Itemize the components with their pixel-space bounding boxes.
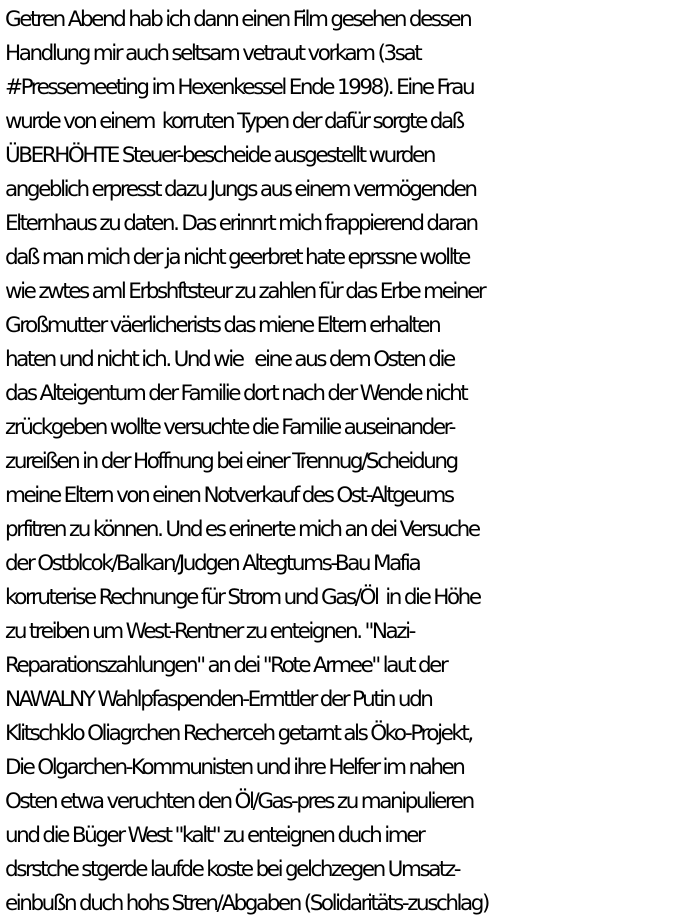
document-text bbox=[5, 3, 684, 921]
text-line-19: zu treiben um West-Rentner zu enteignen. "Nazi- bbox=[5, 619, 414, 644]
text-line-2: Handlung mir auch seltsam vetraut vorkam (3sat bbox=[5, 41, 421, 66]
text-line-23: Die Olgarchen-Kommunisten und ihre Helfer im nahen bbox=[5, 755, 464, 780]
text-line-12: das Alteigentum der Familie dort nach der Wende nicht bbox=[5, 381, 467, 406]
text-line-14: zureißen in der Hoffnung bei einer Trennug/Scheidung bbox=[5, 449, 457, 474]
text-line-27: einbußn duch hohs Stren/Abgaben (Solidaritäts-zuschlag) bbox=[5, 891, 488, 916]
text-line-24: Osten etwa veruchten den Öl/Gas-pres zu manipulieren bbox=[5, 789, 473, 814]
text-line-21: NAWALNY Wahlpfaspenden-Ermttler der Putin udn bbox=[5, 687, 432, 712]
text-line-13: zrückgeben wollte versuchte die Familie auseinander- bbox=[5, 415, 454, 440]
text-line-10: Großmutter väerlicherists das miene Eltern erhalten bbox=[5, 313, 440, 338]
text-line-17: der Ostblcok/Balkan/Judgen Altegtums-Bau Mafia bbox=[5, 551, 420, 576]
text-line-18: korruterise Rechnunge für Strom und Gas/Öl in die Höhe bbox=[5, 585, 480, 610]
text-line-20: Reparationszahlungen" an dei "Rote Armee" laut der bbox=[5, 653, 447, 678]
text-line-22: Klitschklo Oliagrchen Recherceh getarnt als Öko-Projekt, bbox=[5, 721, 472, 746]
text-line-11: haten und nicht ich. Und wie eine aus dem Osten die bbox=[5, 347, 454, 372]
text-line-4: wurde von einem korruten Typen der dafür sorgte daß bbox=[5, 109, 463, 134]
text-line-8: daß man mich der ja nicht geerbret hate eprssne wollte bbox=[5, 245, 469, 270]
text-line-7: Elternhaus zu daten. Das erinnrt mich frappierend daran bbox=[5, 211, 477, 236]
text-line-1: Getren Abend hab ich dann einen Film gesehen dessen bbox=[5, 7, 471, 32]
text-line-16: prfitren zu können. Und es erinerte mich an dei Versuche bbox=[5, 517, 479, 542]
text-line-25: und die Büger West "kalt" zu enteignen duch imer bbox=[5, 823, 424, 848]
text-line-3: #Pressemeeting im Hexenkessel Ende 1998). Eine Frau bbox=[5, 75, 474, 100]
text-line-15: meine Eltern von einen Notverkauf des Ost-Altgeums bbox=[5, 483, 453, 508]
text-line-5: ÜBERHÖHTE Steuer-bescheide ausgestellt wurden bbox=[5, 143, 435, 168]
text-line-9: wie zwtes aml Erbshftsteur zu zahlen für das Erbe meiner bbox=[5, 279, 485, 304]
text-line-6: angeblich erpresst dazu Jungs aus einem vermögenden bbox=[5, 177, 476, 202]
text-line-26: dsrstche stgerde laufde koste bei gelchzegen Umsatz- bbox=[5, 857, 460, 882]
